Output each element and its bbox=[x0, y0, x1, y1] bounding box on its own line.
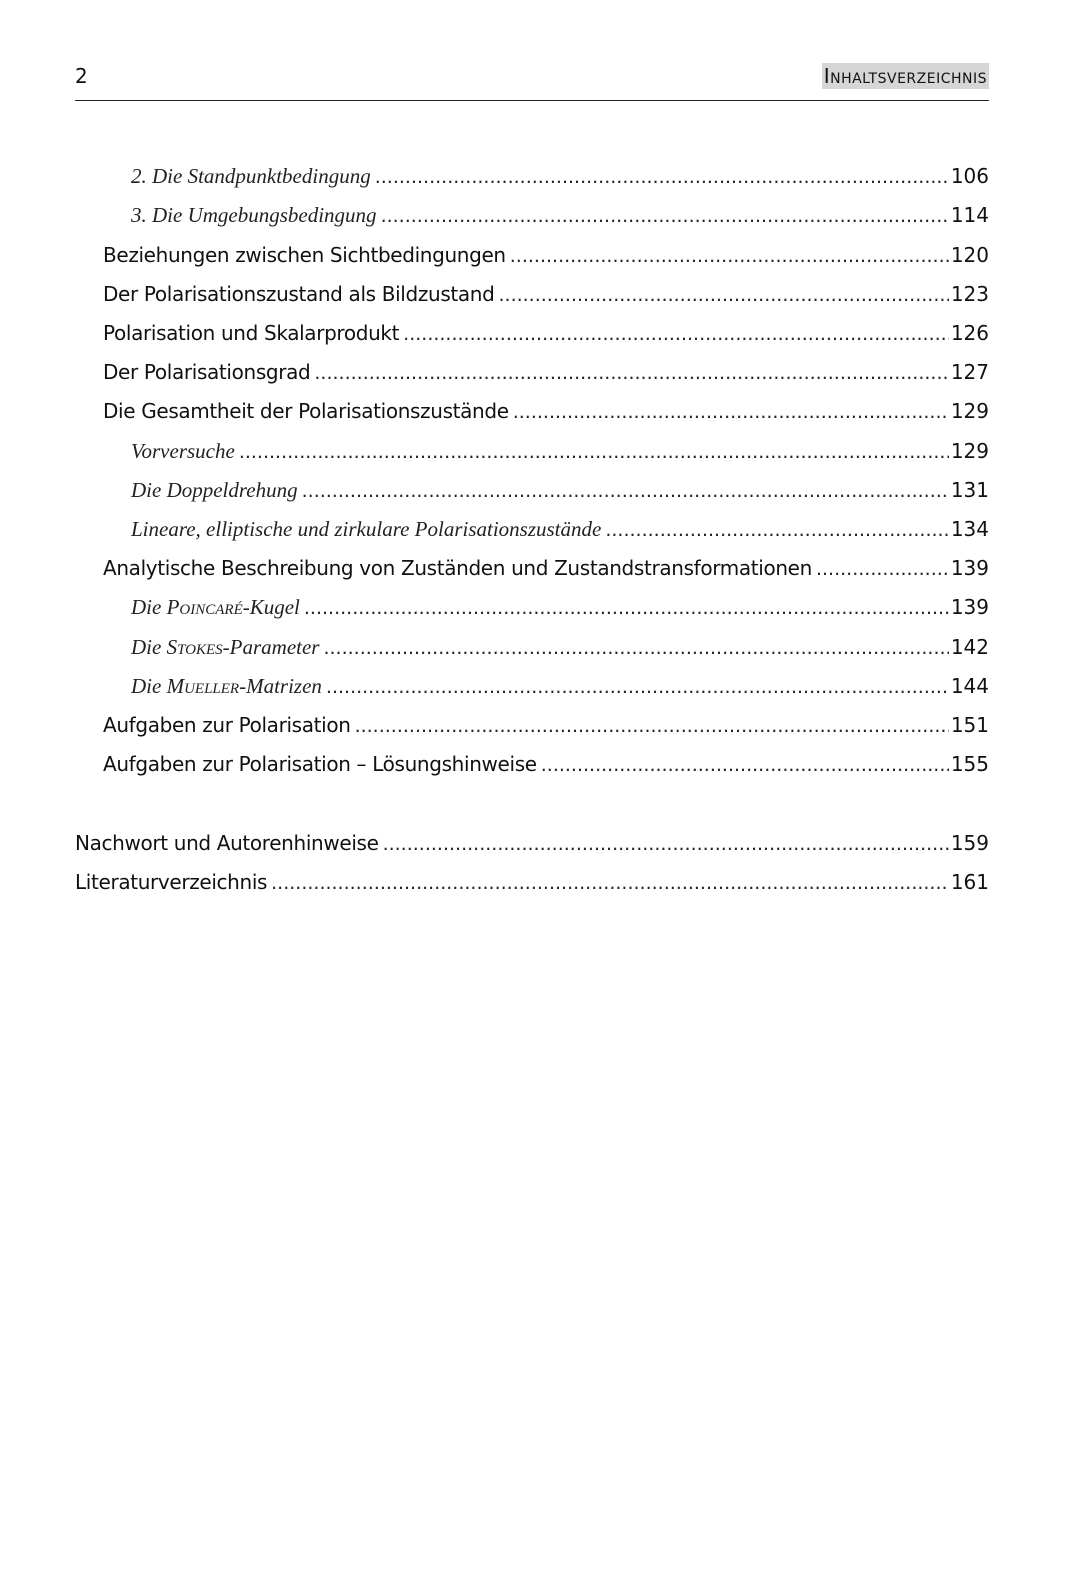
toc-entry-title: Aufgaben zur Polarisation – Lösungshinweise bbox=[103, 752, 537, 776]
toc-entry-page: 127 bbox=[950, 360, 989, 384]
toc-entry-title bbox=[131, 674, 322, 699]
toc-entry[interactable] bbox=[103, 243, 989, 273]
dot-leader bbox=[271, 872, 949, 894]
dot-leader bbox=[498, 284, 948, 306]
dot-leader bbox=[403, 323, 949, 345]
toc-entry-page: 161 bbox=[950, 870, 989, 894]
toc-entry-page: 120 bbox=[950, 243, 989, 267]
toc-entry-page: 142 bbox=[950, 635, 989, 659]
toc-entry[interactable] bbox=[103, 399, 989, 429]
toc-entry-page: 144 bbox=[950, 674, 989, 698]
toc-entry-title: Vorversuche bbox=[131, 439, 235, 463]
toc-entry[interactable] bbox=[131, 517, 989, 547]
toc-entry-title: Die Doppeldrehung bbox=[131, 478, 298, 502]
dot-leader bbox=[383, 833, 949, 855]
toc-entry-page: 151 bbox=[950, 713, 989, 737]
toc-entry[interactable] bbox=[131, 203, 989, 233]
title-suffix: -Matrizen bbox=[239, 674, 322, 698]
toc-entry-title: Der Polarisationsgrad bbox=[103, 360, 311, 384]
person-name: Mueller bbox=[166, 674, 240, 698]
toc-entry-page: 155 bbox=[950, 752, 989, 776]
title-suffix: -Parameter bbox=[222, 635, 320, 659]
dot-leader bbox=[513, 401, 949, 423]
toc-entry-page: 139 bbox=[950, 595, 989, 619]
page-header bbox=[75, 62, 989, 101]
dot-leader bbox=[381, 205, 949, 227]
person-name: Poincaré bbox=[166, 595, 243, 619]
toc-entry-title: Aufgaben zur Polarisation bbox=[103, 713, 351, 737]
toc-entry[interactable] bbox=[75, 831, 989, 861]
toc-entry[interactable] bbox=[131, 674, 989, 704]
running-head: Inhaltsverzeichnis bbox=[823, 64, 987, 88]
dot-leader bbox=[304, 597, 949, 619]
toc-entry-title: Polarisation und Skalarprodukt bbox=[103, 321, 400, 345]
toc-entry-title bbox=[131, 595, 300, 620]
toc-entry-page: 114 bbox=[950, 203, 989, 227]
toc-entry-title: Nachwort und Autorenhinweise bbox=[75, 831, 379, 855]
toc-entry-page: 129 bbox=[950, 439, 989, 463]
toc-entry-page: 131 bbox=[950, 478, 989, 502]
person-name: Stokes bbox=[166, 635, 223, 659]
dot-leader bbox=[326, 676, 949, 698]
toc-entry[interactable] bbox=[131, 439, 989, 469]
toc-entry-page: 134 bbox=[950, 517, 989, 541]
toc-entry[interactable] bbox=[103, 360, 989, 390]
dot-leader bbox=[541, 754, 949, 776]
toc-entry[interactable] bbox=[131, 478, 989, 508]
toc-entry-page: 139 bbox=[950, 556, 989, 580]
dot-leader bbox=[816, 558, 949, 580]
toc-entry-title: Analytische Beschreibung von Zuständen und Zustandstransformationen bbox=[103, 556, 812, 580]
toc-entry[interactable] bbox=[103, 713, 989, 743]
toc-entry-title: Der Polarisationszustand als Bildzustand bbox=[103, 282, 495, 306]
toc-entry[interactable] bbox=[131, 164, 989, 194]
toc-entry-title: 2. Die Standpunktbedingung bbox=[131, 164, 371, 188]
toc-entry[interactable] bbox=[103, 321, 989, 351]
dot-leader bbox=[355, 715, 949, 737]
toc-entry-title: 3. Die Umgebungsbedingung bbox=[131, 203, 377, 227]
toc-entry-page: 123 bbox=[950, 282, 989, 306]
toc-entry[interactable] bbox=[103, 752, 989, 782]
toc-entry[interactable] bbox=[103, 556, 989, 586]
toc-entry[interactable] bbox=[131, 635, 989, 665]
toc-entry-page: 126 bbox=[950, 321, 989, 345]
page-number: 2 bbox=[75, 64, 88, 88]
dot-leader bbox=[323, 637, 948, 659]
toc-entry-page: 106 bbox=[950, 164, 989, 188]
toc-entry-page: 159 bbox=[950, 831, 989, 855]
dot-leader bbox=[605, 519, 948, 541]
toc-entry[interactable] bbox=[131, 595, 989, 625]
toc-entry-page: 129 bbox=[950, 399, 989, 423]
title-prefix: Die bbox=[131, 635, 167, 659]
dot-leader bbox=[302, 480, 949, 502]
title-suffix: -Kugel bbox=[242, 595, 300, 619]
toc-entry-title: Beziehungen zwischen Sichtbedingungen bbox=[103, 243, 506, 267]
toc-entry-title: Die Gesamtheit der Polarisationszustände bbox=[103, 399, 509, 423]
dot-leader bbox=[375, 166, 949, 188]
dot-leader bbox=[314, 362, 948, 384]
title-prefix: Die bbox=[131, 595, 167, 619]
toc-entry[interactable] bbox=[75, 870, 989, 900]
title-prefix: Die bbox=[131, 674, 167, 698]
toc-entry-title bbox=[131, 635, 319, 660]
toc-entry-title: Literaturverzeichnis bbox=[75, 870, 268, 894]
dot-leader bbox=[239, 441, 949, 463]
toc-entry-title: Lineare, elliptische und zirkulare Polarisationszustände bbox=[131, 517, 602, 541]
dot-leader bbox=[510, 245, 949, 267]
toc-entry[interactable] bbox=[103, 282, 989, 312]
